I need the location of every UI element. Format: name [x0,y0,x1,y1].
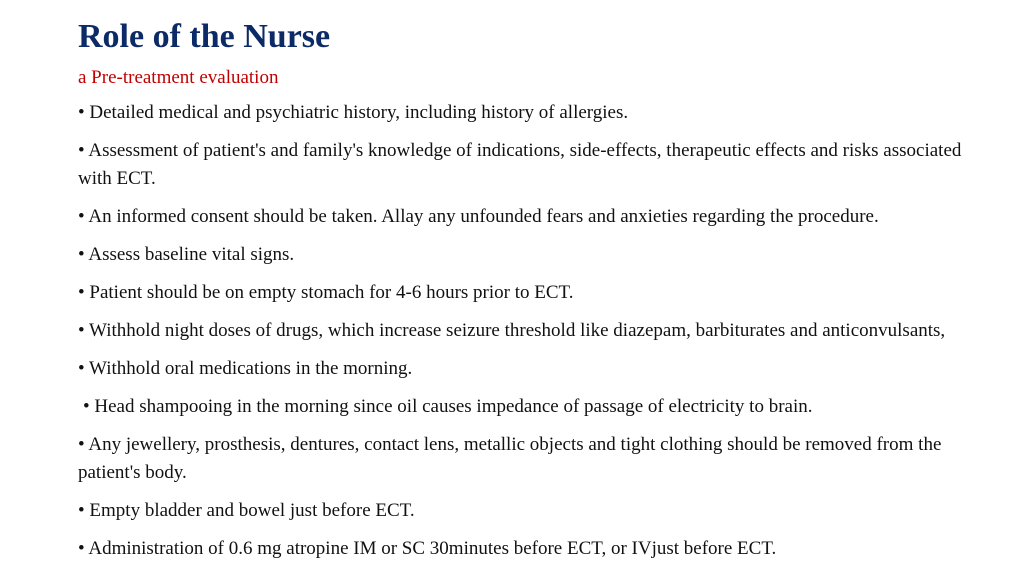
bullet-item: • Detailed medical and psychiatric history, including history of allergies. [78,102,629,123]
bullet-item: • Assess baseline vital signs. [78,244,295,265]
bullet-item: • Empty bladder and bowel just before ECT. [78,500,415,521]
bullet-item: • Withhold oral medications in the morning. [78,358,413,379]
slide-title: Role of the Nurse [78,18,331,55]
bullet-item: • An informed consent should be taken. Allay any unfounded fears and anxieties regarding the procedure. [78,206,879,227]
bullet-item: • Withhold night doses of drugs, which increase seizure threshold like diazepam, barbiturates and anticonvulsants, [78,320,946,341]
bullet-item: • Assessment of patient's and family's knowledge of indications, side-effects, therapeutic effects and risks associated with ECT. [78,140,962,189]
bullet-list [78,99,998,563]
bullet-item: • Patient should be on empty stomach for 4-6 hours prior to ECT. [78,282,574,303]
bullet-item: • Administration of 0.6 mg atropine IM or SC 30minutes before ECT, or IVjust before ECT. [78,538,777,559]
slide-subtitle: a Pre-treatment evaluation [78,67,279,88]
bullet-item: • Any jewellery, prosthesis, dentures, contact lens, metallic objects and tight clothing should be removed from the patient's body. [78,434,942,483]
bullet-item: • Head shampooing in the morning since oil causes impedance of passage of electricity to brain. [83,396,813,417]
slide-content [78,16,998,563]
